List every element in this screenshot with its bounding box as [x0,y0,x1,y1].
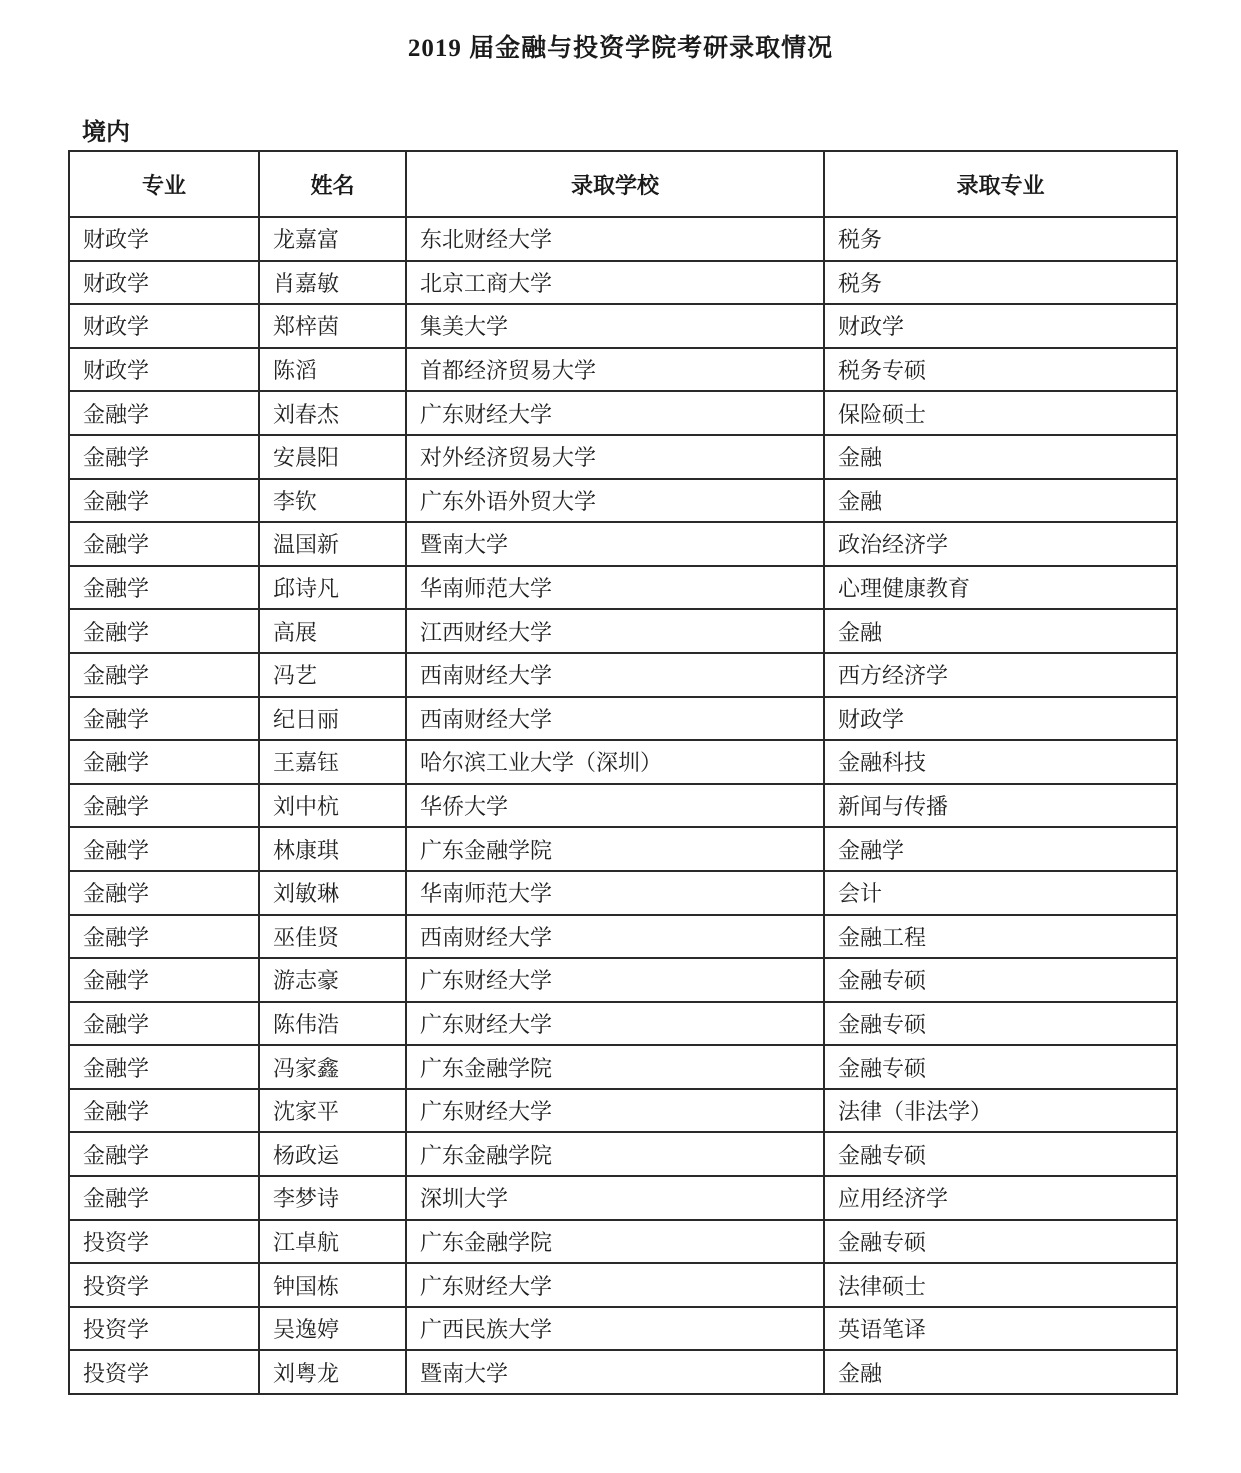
table-cell: 税务专硕 [824,348,1177,392]
table-cell: 吴逸婷 [259,1307,406,1351]
table-cell: 新闻与传播 [824,784,1177,828]
table-row [69,827,1177,871]
table-cell: 金融学 [69,479,259,523]
table-row [69,1132,1177,1176]
table-cell: 华南师范大学 [406,566,824,610]
table-cell: 金融学 [69,958,259,1002]
table-row [69,522,1177,566]
table-cell: 广东财经大学 [406,1089,824,1133]
table-cell: 西南财经大学 [406,653,824,697]
table-cell: 广东财经大学 [406,1263,824,1307]
table-cell: 金融专硕 [824,958,1177,1002]
table-cell: 广东金融学院 [406,827,824,871]
table-cell: 金融学 [69,697,259,741]
table-cell: 政治经济学 [824,522,1177,566]
table-cell: 金融学 [69,827,259,871]
table-cell: 广东财经大学 [406,958,824,1002]
table-cell: 金融 [824,1350,1177,1394]
table-row [69,653,1177,697]
table-row [69,697,1177,741]
table-cell: 林康琪 [259,827,406,871]
table-row [69,479,1177,523]
table-row [69,1220,1177,1264]
table-row [69,304,1177,348]
table-cell: 冯艺 [259,653,406,697]
table-cell: 税务 [824,261,1177,305]
table-cell: 西南财经大学 [406,915,824,959]
table-cell: 税务 [824,217,1177,261]
table-row [69,391,1177,435]
table-cell: 广东金融学院 [406,1220,824,1264]
table-row [69,1307,1177,1351]
table-cell: 金融学 [69,1089,259,1133]
table-cell: 金融 [824,479,1177,523]
table-cell: 北京工商大学 [406,261,824,305]
table-cell: 冯家鑫 [259,1045,406,1089]
table-cell: 龙嘉富 [259,217,406,261]
table-cell: 西南财经大学 [406,697,824,741]
table-row [69,958,1177,1002]
table-cell: 金融专硕 [824,1132,1177,1176]
table-cell: 刘粤龙 [259,1350,406,1394]
table-cell: 杨政运 [259,1132,406,1176]
table-cell: 广西民族大学 [406,1307,824,1351]
table-cell: 金融科技 [824,740,1177,784]
table-cell: 金融工程 [824,915,1177,959]
table-row [69,348,1177,392]
table-row [69,1350,1177,1394]
table-row [69,1002,1177,1046]
table-row [69,435,1177,479]
table-cell: 暨南大学 [406,522,824,566]
table-cell: 财政学 [824,697,1177,741]
table-cell: 应用经济学 [824,1176,1177,1220]
table-cell: 陈滔 [259,348,406,392]
table-cell: 金融学 [69,740,259,784]
table-row [69,217,1177,261]
table-cell: 投资学 [69,1307,259,1351]
table-cell: 肖嘉敏 [259,261,406,305]
table-cell: 金融专硕 [824,1045,1177,1089]
table-cell: 金融学 [69,1132,259,1176]
table-cell: 金融学 [69,871,259,915]
table-cell: 心理健康教育 [824,566,1177,610]
table-cell: 金融学 [824,827,1177,871]
table-row [69,566,1177,610]
table-cell: 刘中杭 [259,784,406,828]
table-cell: 首都经济贸易大学 [406,348,824,392]
section-heading: 境内 [82,120,130,146]
table-cell: 钟国栋 [259,1263,406,1307]
table-cell: 金融 [824,435,1177,479]
table-cell: 金融学 [69,566,259,610]
column-header-admitted-major: 录取专业 [824,151,1177,217]
column-header-admitted-school: 录取学校 [406,151,824,217]
table-cell: 广东金融学院 [406,1045,824,1089]
table-row [69,609,1177,653]
table-cell: 金融专硕 [824,1220,1177,1264]
table-cell: 财政学 [69,261,259,305]
table-cell: 法律（非法学） [824,1089,1177,1133]
table-cell: 刘春杰 [259,391,406,435]
table-cell: 华侨大学 [406,784,824,828]
table-cell: 华南师范大学 [406,871,824,915]
table-row [69,261,1177,305]
table-cell: 哈尔滨工业大学（深圳） [406,740,824,784]
table-cell: 保险硕士 [824,391,1177,435]
table-cell: 金融学 [69,653,259,697]
table-cell: 西方经济学 [824,653,1177,697]
table-cell: 法律硕士 [824,1263,1177,1307]
table-cell: 刘敏琳 [259,871,406,915]
table-cell: 广东财经大学 [406,1002,824,1046]
table-cell: 金融学 [69,1176,259,1220]
admission-table [68,150,1178,1395]
table-cell: 广东财经大学 [406,391,824,435]
table-cell: 广东外语外贸大学 [406,479,824,523]
table-cell: 纪日丽 [259,697,406,741]
table-row [69,871,1177,915]
table-cell: 高展 [259,609,406,653]
table-cell: 财政学 [69,217,259,261]
page-title: 2019 届金融与投资学院考研录取情况 [407,35,834,62]
table-cell: 金融学 [69,609,259,653]
table-row [69,915,1177,959]
table-row [69,1089,1177,1133]
column-header-name: 姓名 [259,151,406,217]
table-cell: 会计 [824,871,1177,915]
table-cell: 李梦诗 [259,1176,406,1220]
table-cell: 李钦 [259,479,406,523]
table-cell: 沈家平 [259,1089,406,1133]
table-cell: 财政学 [69,304,259,348]
table-cell: 广东金融学院 [406,1132,824,1176]
table-cell: 郑梓茵 [259,304,406,348]
table-row [69,1263,1177,1307]
table-cell: 江卓航 [259,1220,406,1264]
table-cell: 金融专硕 [824,1002,1177,1046]
table-cell: 集美大学 [406,304,824,348]
table-cell: 投资学 [69,1220,259,1264]
table-cell: 投资学 [69,1263,259,1307]
column-header-major: 专业 [69,151,259,217]
table-cell: 安晨阳 [259,435,406,479]
table-cell: 邱诗凡 [259,566,406,610]
table-cell: 江西财经大学 [406,609,824,653]
table-cell: 金融学 [69,435,259,479]
table-cell: 东北财经大学 [406,217,824,261]
table-cell: 投资学 [69,1350,259,1394]
table-cell: 英语笔译 [824,1307,1177,1351]
table-cell: 金融学 [69,522,259,566]
table-cell: 王嘉钰 [259,740,406,784]
table-cell: 陈伟浩 [259,1002,406,1046]
table-cell: 金融学 [69,1045,259,1089]
table-row [69,740,1177,784]
table-cell: 财政学 [69,348,259,392]
table-body [69,217,1177,1394]
table-cell: 游志豪 [259,958,406,1002]
table-cell: 金融学 [69,915,259,959]
table-row [69,1176,1177,1220]
table-cell: 温国新 [259,522,406,566]
table-cell: 金融 [824,609,1177,653]
table-cell: 金融学 [69,391,259,435]
table-row [69,1045,1177,1089]
table-cell: 金融学 [69,1002,259,1046]
table-row [69,784,1177,828]
table-cell: 对外经济贸易大学 [406,435,824,479]
table-cell: 巫佳贤 [259,915,406,959]
table-cell: 暨南大学 [406,1350,824,1394]
table-header-row [69,151,1177,217]
table-cell: 金融学 [69,784,259,828]
table-cell: 财政学 [824,304,1177,348]
table-cell: 深圳大学 [406,1176,824,1220]
